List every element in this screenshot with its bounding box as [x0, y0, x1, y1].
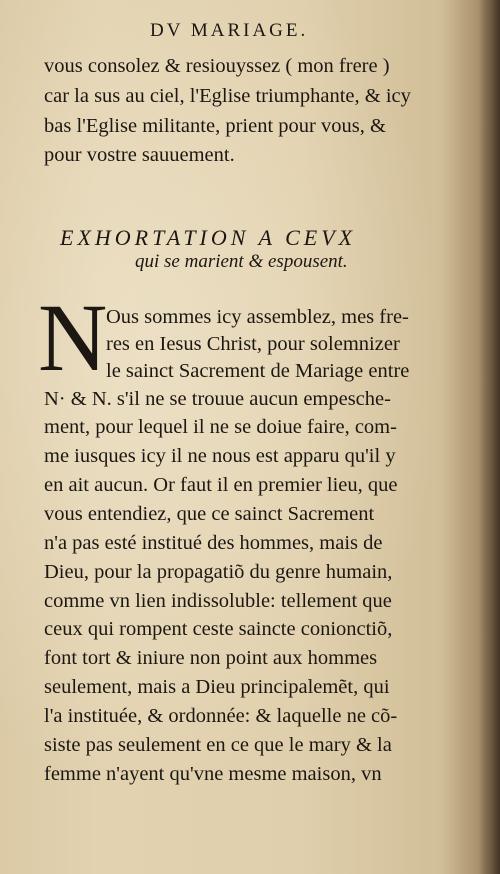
- text-line: me iusques icy il ne nous est apparu qu'il y: [44, 445, 396, 467]
- text-line: bas l'Eglise militante, prient pour vous, &: [44, 115, 386, 137]
- text-line: le sainct Sacrement de Mariage entre: [106, 360, 410, 382]
- text-line: ceux qui rompent ceste saincte conionctiõ,: [44, 618, 393, 640]
- text-line: vous consolez & resiouyssez ( mon frere ): [44, 55, 390, 77]
- text-line: font tort & iniure non point aux hommes: [44, 647, 378, 669]
- text-line: femme n'ayent qu'vne mesme maison, vn: [44, 763, 382, 785]
- text-line: n'a pas esté institué des hommes, mais de: [44, 532, 383, 554]
- section-title: EXHORTATION A CEVX: [60, 225, 357, 250]
- text-line: car la sus au ciel, l'Eglise triumphante, & icy: [44, 85, 411, 107]
- text-line: res en Iesus Christ, pour solemnizer: [106, 333, 400, 355]
- running-head: DV MARIAGE.: [150, 20, 309, 41]
- text-line: Ous sommes icy assemblez, mes fre-: [106, 306, 409, 328]
- page-edge-shadow: [478, 0, 500, 874]
- text-line: vous entendiez, que ce sainct Sacrement: [44, 503, 375, 525]
- text-line: l'a instituée, & ordonnée: & laquelle ne cõ-: [44, 705, 398, 727]
- text-line: en ait aucun. Or faut il en premier lieu, que: [44, 474, 398, 496]
- section-subtitle: qui se marient & espousent.: [135, 251, 348, 272]
- text-line: siste pas seulement en ce que le mary & la: [44, 734, 392, 756]
- text-line: N· & N. s'il ne se trouue aucun empesche-: [44, 388, 391, 410]
- drop-cap: N: [38, 284, 108, 391]
- text-line: seulement, mais a Dieu principalemẽt, qui: [44, 676, 390, 698]
- text-line: ment, pour lequel il ne se doiue faire, com-: [44, 416, 397, 438]
- text-line: comme vn lien indissoluble: tellement que: [44, 590, 392, 612]
- text-line: Dieu, pour la propagatiõ du genre humain,: [44, 561, 393, 583]
- text-line: pour vostre sauuement.: [44, 144, 235, 166]
